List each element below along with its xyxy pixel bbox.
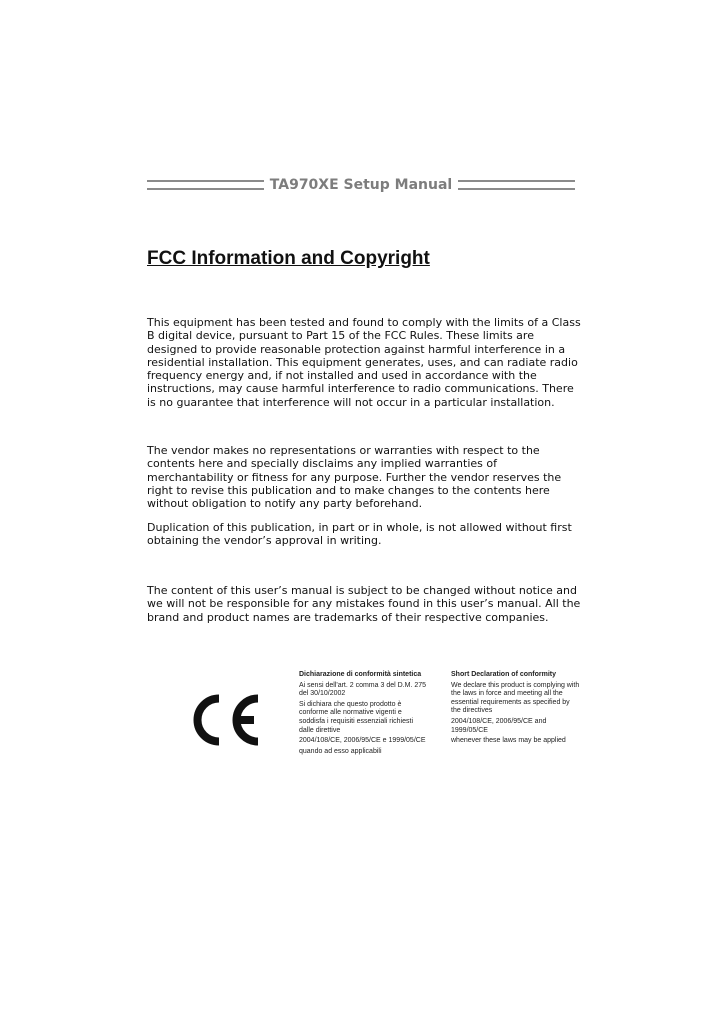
header-rule-right [458, 180, 575, 190]
declaration-english-line: whenever these laws may be applied [451, 737, 566, 745]
declaration-english-line: 2004/108/CE, 2006/95/CE and 1999/05/CE [451, 717, 547, 734]
declaration-italian-line: Si dichiara che questo prodotto è conforme alle normative vigenti e soddisfa i requisiti essenziali richiesti dalle direttive [299, 700, 413, 734]
warranty-paragraph: The vendor makes no representations or warranties with respect to the contents here and specially disclaims any implied warranties of merchantability or fitness for any purpose. Further the vendor reserves the right to revise this publication and to make changes to the contents here without obligation to notify any party beforehand. [147, 444, 562, 511]
manual-header [147, 175, 575, 195]
duplication-paragraph: Duplication of this publication, in part or in whole, is not allowed without first obtaining the vendor’s approval in writing. [147, 521, 572, 548]
content-notice-paragraph: The content of this user’s manual is subject to be changed without notice and we will not be responsible for any mistakes found in this user’s manual. All the brand and product names are trademarks of their respective companies. [147, 584, 581, 624]
declaration-italian-line: 2004/108/CE, 2006/95/CE e 1999/05/CE [299, 737, 426, 745]
declaration-english-heading: Short Declaration of conformity [451, 671, 557, 678]
ce-mark-icon [190, 694, 262, 746]
declaration-italian-line: Ai sensi dell'art. 2 comma 3 del D.M. 275 del 30/10/2002 [299, 681, 427, 698]
page-title: FCC Information and Copyright [147, 248, 430, 269]
declaration-english-line: We declare this product is complying with the laws in force and meeting all the essential requirements as specified by the directives [451, 681, 580, 715]
manual-title: TA970XE Setup Manual [269, 177, 453, 193]
declaration-italian [299, 671, 427, 758]
header-rule-left [147, 180, 264, 190]
fcc-paragraph: This equipment has been tested and found to comply with the limits of a Class B digital device, pursuant to Part 15 of the FCC Rules. These limits are designed to provide reasonable protection against harmful interference in a residential installation. This equipment generates, uses, and can radiate radio frequency energy and, if not installed and used in accordance with the instructions, may cause harmful interference to radio communications. There is no guarantee that interference will not occur in a particular installation. [147, 316, 581, 409]
declaration-italian-heading: Dichiarazione di conformità sintetica [299, 671, 422, 678]
declaration-english [451, 671, 581, 748]
declaration-italian-line: quando ad esso applicabili [299, 747, 382, 755]
